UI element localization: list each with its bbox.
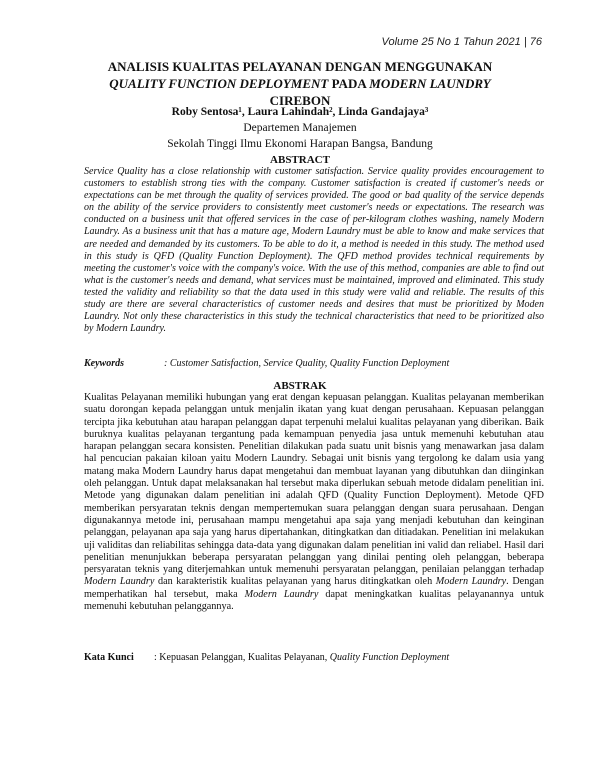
title-part3: PADA [328,76,370,91]
abstract-text: Service Quality has a close relationship with customer satisfaction. Service quality provides encouragement to customers to establish strong ties with the company. Customer satisfaction is created if customer's needs or expectations can be met through the quality of services provided. The good or bad quality of the service depends on the ability of the service providers to consistently meet customer's needs or expectations. The research was conducted on a business unit that offered services in the case of per-kilogram clothes washing, namely Modern Laundry. As a business unit that has a mature age, Modern Laundry must be able to know and make services that are needed and demanded by its customers. To be able to do it, a method is needed in this study. The method used in this study is QFD (Quality Function Deployment). The QFD method provides technical requirements by meeting the customer's voice with the company's voice. With the use of this method, companies are able to find out what is the customer's needs and demand, what services must be maintained, improved and eliminated. This study tested the validity and reliability so that the data used in this study were valid and reliable. The results of this study are there are several characteristics of customer needs and desires that must be prioritized by Moden Laundry. Not only these characteristics in this study the technical characteristics that need to be prioritized also by Modern Laundry. [84,166,544,335]
keywords-label: Keywords [84,358,124,369]
title-part4: MODERN LAUNDRY [369,76,491,91]
abstrak-text [84,392,544,613]
abstrak-text-main: Kualitas Pelayanan memiliki hubungan yang erat dengan kepuasan pelanggan. Kualitas pelayanan memberikan suatu dorongan kepada pelanggan untuk menjalin ikatan yang kuat dengan perusahaan. Kepuasan pelanggan tercipta jika kebutuhan atau harapan pelanggan dapat terpenuhi melalui kualitas pelayanan yang diberikan. Baik buruknya kualitas pelayanan tergantung pada kemampuan penyedia jasa untuk memenuhi kebutuhan atau harapan pelanggan secara konsisten. Penelitian dilakukan pada suatu unit bisnis yang menawarkan jasa dalam hal pencucian pakaian kiloan yaitu Modern Laundry. Sebagai unit bisnis yang tergolong ke dalam usia yang matang maka Modern Laundry harus dapat mengetahui dan membuat layanan yang dibutuhkan dan diinginkan oleh pelanggan. Untuk dapat melaksanakan hal tersebut maka diperlukan sebuah metode didalam penelitian ini. Metode yang digunakan dalam penelitian ini adalah QFD (Quality Function Deployment). Metode QFD memberikan persyaratan teknis dengan mempertemukan suara pelanggan dengan suara perusahaan. Dengan digunakannya metode ini, perusahaan mampu mengetahui apa saja yang menjadi kebutuhan dan keinginan pelanggan, pelayanan apa saja yang harus dipertahankan, ditingkatkan dan ditiadakan. Penelitian ini melakukan uji validitas dan reliabilitas sehingga data-data yang digunakan dalam penelitian ini valid dan reliabel. Hasil dari penelitian menunjukkan beberapa persyaratan pelanggan yang dinilai penting oleh pelanggan, beberapa persyaratan teknis yang diterjemahkan untuk memenuhi persyaratan pelanggan, penilaian pelanggan terhadap [84,392,544,576]
abstrak-text-end: dapat meningkatkan kualitas pelayanannya untuk memenuhi kebutuhan pelanggannya. [84,588,545,613]
abstrak-text-mid2: . Dengan memperhatikan hal tersebut, maka [84,576,545,600]
kata-kunci-label: Kata Kunci [84,652,134,663]
paper-title [90,58,510,109]
kata-kunci-line [84,652,544,663]
abstrak-italic-2: Modern Laundry [435,576,507,588]
kata-kunci-italic: Quality Function Deployment [329,652,450,663]
author-block [0,104,600,152]
author-department: Departemen Manajemen [243,122,357,134]
abstrak-italic-3: Modern Laundry [244,588,319,600]
title-part5: CIREBON [269,93,331,108]
kata-kunci-text: : Kepuasan Pelanggan, Kualitas Pelayanan, [154,652,330,663]
keywords-text: : Customer Satisfaction, Service Quality, Quality Function Deployment [164,358,450,369]
running-head: Volume 25 No 1 Tahun 2021 | 76 [381,36,542,48]
title-part1: ANALISIS KUALITAS PELAYANAN DENGAN MENGGUNAKAN [107,59,493,74]
keywords-line [84,358,544,369]
abstract-heading: ABSTRACT [270,154,330,166]
author-institution: Sekolah Tinggi Ilmu Ekonomi Harapan Bangsa, Bandung [167,138,433,150]
abstrak-heading: ABSTRAK [273,380,327,392]
title-part2: QUALITY FUNCTION DEPLOYMENT [109,76,329,91]
abstrak-italic-1: Modern Laundry [84,576,155,588]
author-names: Roby Sentosa¹, Laura Lahindah², Linda Gandajaya³ [171,106,429,118]
abstrak-text-mid: dan karakteristik kualitas pelayanan yang harus ditingkatkan oleh [154,576,436,588]
